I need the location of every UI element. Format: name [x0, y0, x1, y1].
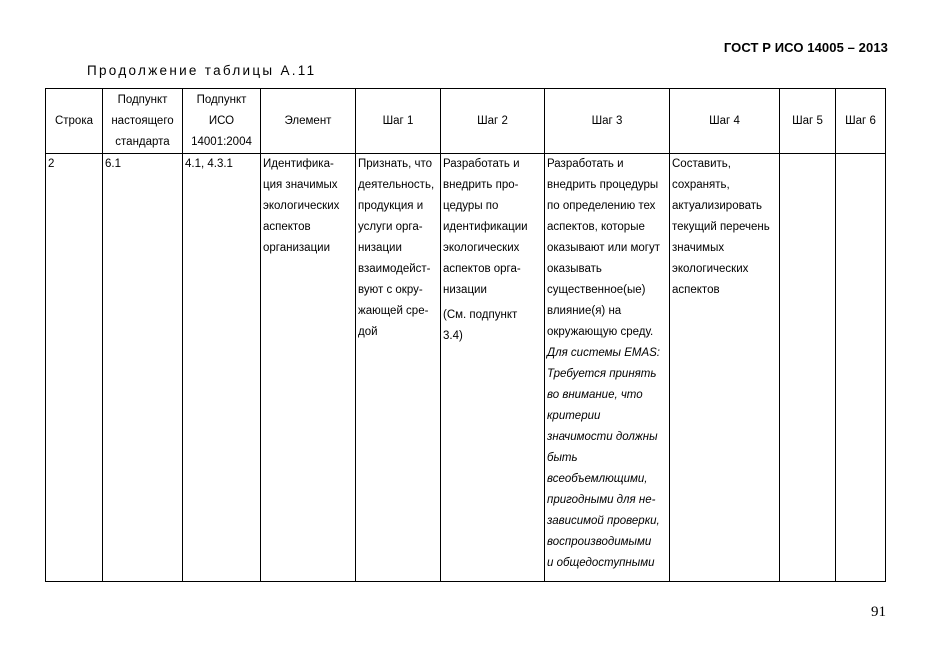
text-line: воспроизводимыми	[547, 536, 652, 548]
text-line: деятельность,	[358, 179, 435, 191]
column-header-line: Шаг 5	[792, 114, 823, 127]
step-2-text	[443, 154, 544, 301]
text-line: аспектов	[672, 284, 720, 296]
text-line: критерии	[547, 410, 601, 422]
step-3-text	[547, 154, 669, 343]
text-line: внедрить процедуры	[547, 179, 659, 191]
table-header-row	[46, 89, 886, 154]
text-line: аспектов, которые	[547, 221, 645, 233]
column-header-element	[261, 89, 356, 154]
column-header-step1	[356, 89, 441, 154]
column-header-line: Подпункт	[196, 93, 247, 106]
column-header-step6	[836, 89, 886, 154]
text-line: продукция и	[358, 200, 424, 212]
text-line: пригодными для не-	[547, 494, 656, 506]
text-line: ция значимых	[263, 179, 338, 191]
text-line: Разработать и	[443, 158, 520, 170]
text-line: и общедоступными	[547, 557, 655, 569]
cell-step-4	[670, 154, 780, 582]
text-line: экологических	[263, 200, 340, 212]
cell-step-1	[356, 154, 441, 582]
text-line: 6.1	[105, 158, 121, 170]
text-line: зависимой проверки,	[547, 515, 660, 527]
cell-standard-clause	[103, 154, 183, 582]
text-line: аспектов	[263, 221, 311, 233]
text-line: организации	[263, 242, 331, 254]
text-line: жающей сре-	[358, 305, 429, 317]
text-line: Требуется принять	[547, 368, 657, 380]
text-line: Составить,	[672, 158, 731, 170]
column-header-line: Шаг 4	[709, 114, 740, 127]
cell-row-number	[46, 154, 103, 582]
page-number: 91	[871, 604, 886, 620]
column-header-step2	[441, 89, 545, 154]
text-line: Признать, что	[358, 158, 433, 170]
text-line: дой	[358, 326, 378, 338]
text-line: Для системы EMAS:	[547, 347, 660, 359]
text-line: взаимодейст-	[358, 263, 431, 275]
column-header-step3	[545, 89, 670, 154]
text-line: Идентифика-	[263, 158, 334, 170]
column-header-line: ИСО	[208, 114, 235, 127]
text-line: идентификации	[443, 221, 528, 233]
column-header-stroka	[46, 89, 103, 154]
text-line: низации	[443, 284, 487, 296]
text-line: значимости должны	[547, 431, 658, 443]
text-line: низации	[358, 242, 402, 254]
step-2-note	[443, 305, 544, 347]
cell-step-3	[545, 154, 670, 582]
text-line: существенное(ые)	[547, 284, 646, 296]
column-header-line: Шаг 2	[477, 114, 508, 127]
text-line: по определению тех	[547, 200, 656, 212]
cell-step-6	[836, 154, 886, 582]
text-line: (См. подпункт	[443, 309, 518, 321]
text-line: экологических	[443, 242, 520, 254]
column-header-line: Шаг 1	[382, 114, 414, 127]
text-line: внедрить про-	[443, 179, 519, 191]
column-header-line: стандарта	[115, 135, 170, 148]
text-line: Разработать и	[547, 158, 624, 170]
text-line: 4.1, 4.3.1	[185, 158, 233, 170]
text-line: окружающую среду.	[547, 326, 654, 338]
text-line: 3.4)	[443, 330, 463, 342]
text-line: сохранять,	[672, 179, 730, 191]
text-line: всеобъемлющими,	[547, 473, 648, 485]
text-line: экологических	[672, 263, 749, 275]
text-line: во внимание, что	[547, 389, 643, 401]
text-line: услуги орга-	[358, 221, 423, 233]
text-line: влияние(я) на	[547, 305, 622, 317]
cell-iso-clause	[183, 154, 261, 582]
text-line: оказывать	[547, 263, 602, 275]
column-header-line: настоящего	[111, 114, 174, 127]
text-line: 2	[48, 158, 55, 170]
column-header-step5	[780, 89, 836, 154]
text-line: оказывают или могут	[547, 242, 660, 254]
column-header-line: Строка	[54, 114, 94, 127]
text-line: вуют с окру-	[358, 284, 423, 296]
column-header-iso	[183, 89, 261, 154]
column-header-line: Элемент	[284, 114, 332, 127]
column-header-step4	[670, 89, 780, 154]
step-3-emas-note	[547, 343, 669, 574]
column-header-line: Шаг 6	[845, 114, 876, 127]
cell-step-5	[780, 154, 836, 582]
column-header-line: Шаг 3	[591, 114, 623, 127]
text-line: быть	[547, 452, 578, 464]
table-row	[46, 154, 886, 582]
text-line: текущий перечень	[672, 221, 770, 233]
text-line: актуализировать	[672, 200, 762, 212]
text-line: аспектов орга-	[443, 263, 521, 275]
column-header-line: 14001:2004	[191, 135, 252, 148]
text-line: значимых	[672, 242, 725, 254]
table-caption: Продолжение таблицы А.11	[87, 63, 317, 78]
cell-element	[261, 154, 356, 582]
standard-designation: ГОСТ Р ИСО 14005 – 2013	[723, 40, 888, 55]
column-header-line: Подпункт	[117, 93, 168, 106]
requirements-table	[45, 88, 886, 582]
text-line: цедуры по	[443, 200, 499, 212]
column-header-podpunkt	[103, 89, 183, 154]
cell-step-2	[441, 154, 545, 582]
